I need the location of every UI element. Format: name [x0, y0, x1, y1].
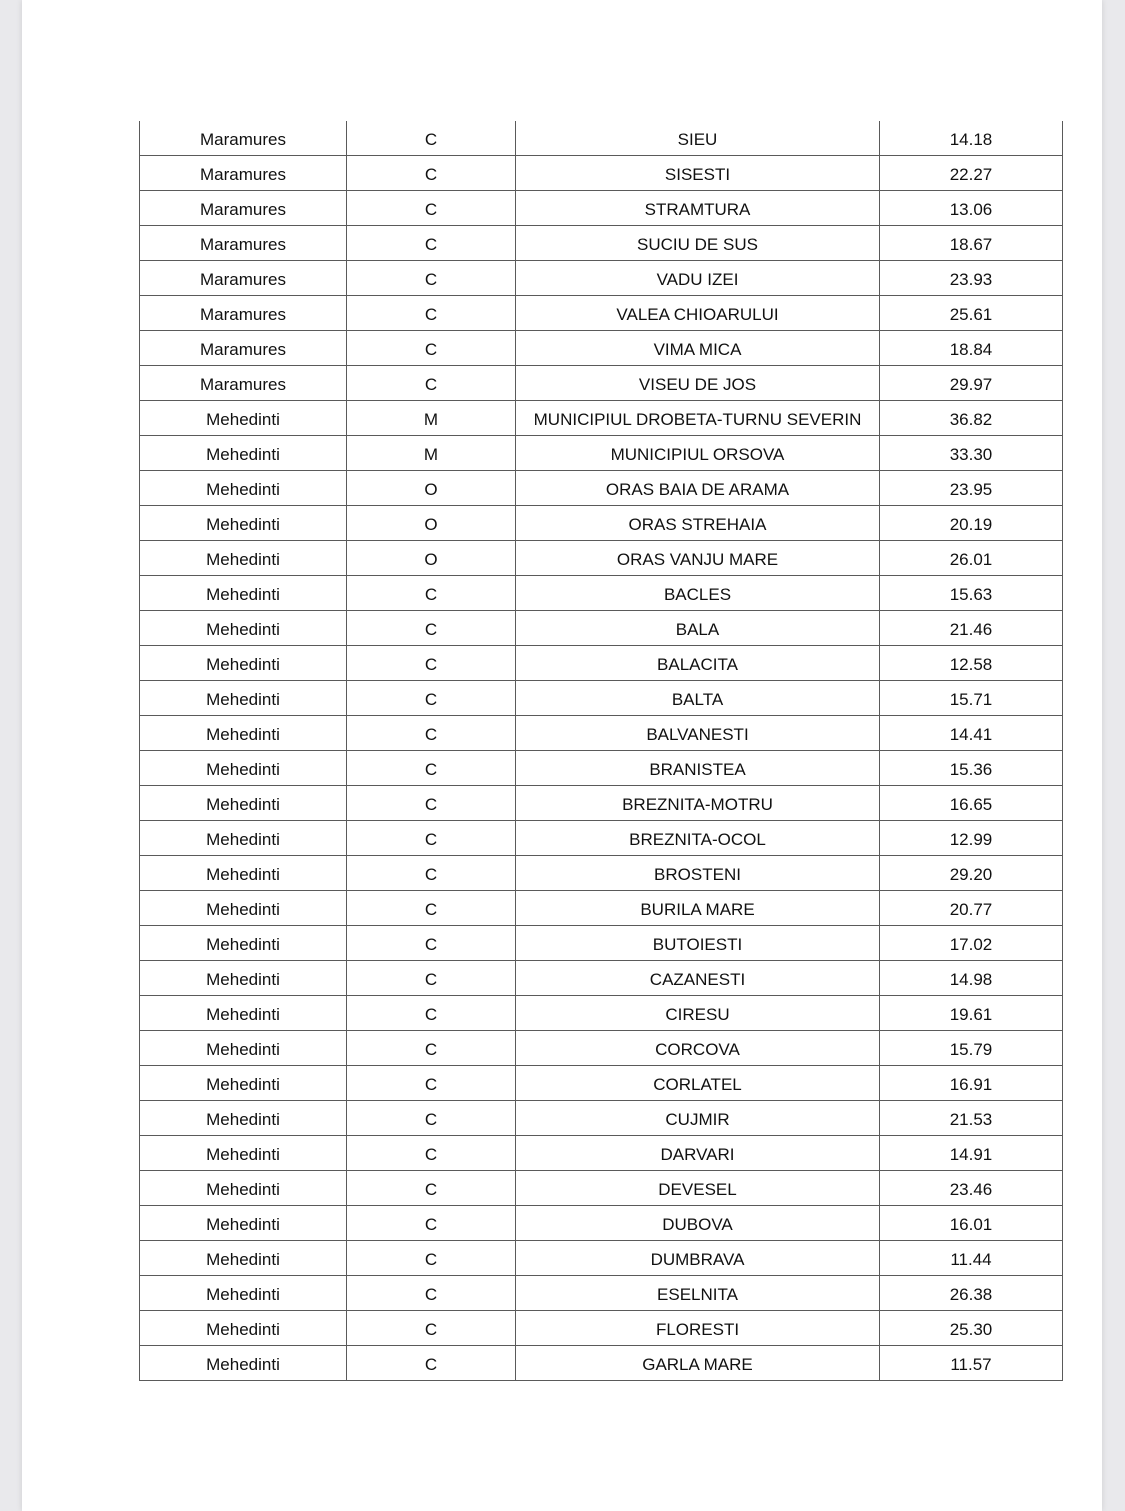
county-cell: Mehedinti	[140, 1101, 347, 1136]
type-cell: C	[347, 926, 516, 961]
value-cell: 15.71	[880, 681, 1063, 716]
table-row	[140, 156, 1063, 191]
locality-cell: VIMA MICA	[516, 331, 880, 366]
table-row	[140, 296, 1063, 331]
locality-cell: BUTOIESTI	[516, 926, 880, 961]
locality-cell: SISESTI	[516, 156, 880, 191]
table-body	[140, 121, 1063, 1381]
locality-cell: ESELNITA	[516, 1276, 880, 1311]
value-cell: 23.95	[880, 471, 1063, 506]
type-cell: C	[347, 891, 516, 926]
county-cell: Mehedinti	[140, 786, 347, 821]
locality-cell: BREZNITA-OCOL	[516, 821, 880, 856]
county-cell: Mehedinti	[140, 1206, 347, 1241]
locality-cell: CUJMIR	[516, 1101, 880, 1136]
county-cell: Mehedinti	[140, 576, 347, 611]
county-cell: Mehedinti	[140, 471, 347, 506]
value-cell: 26.01	[880, 541, 1063, 576]
table-row	[140, 1136, 1063, 1171]
value-cell: 20.77	[880, 891, 1063, 926]
type-cell: C	[347, 191, 516, 226]
locality-cell: BALVANESTI	[516, 716, 880, 751]
type-cell: O	[347, 506, 516, 541]
county-cell: Mehedinti	[140, 1066, 347, 1101]
table-row	[140, 926, 1063, 961]
county-cell: Mehedinti	[140, 996, 347, 1031]
table-row	[140, 1311, 1063, 1346]
table-row	[140, 541, 1063, 576]
value-cell: 16.65	[880, 786, 1063, 821]
type-cell: C	[347, 646, 516, 681]
county-cell: Mehedinti	[140, 751, 347, 786]
table-row	[140, 961, 1063, 996]
table-row	[140, 576, 1063, 611]
type-cell: C	[347, 786, 516, 821]
locality-cell: STRAMTURA	[516, 191, 880, 226]
value-cell: 12.58	[880, 646, 1063, 681]
value-cell: 16.01	[880, 1206, 1063, 1241]
locality-cell: CIRESU	[516, 996, 880, 1031]
table-row	[140, 1101, 1063, 1136]
type-cell: C	[347, 1311, 516, 1346]
locality-cell: BURILA MARE	[516, 891, 880, 926]
value-cell: 14.98	[880, 961, 1063, 996]
locality-cell: BROSTENI	[516, 856, 880, 891]
county-cell: Mehedinti	[140, 821, 347, 856]
type-cell: M	[347, 401, 516, 436]
locality-cell: VISEU DE JOS	[516, 366, 880, 401]
county-cell: Mehedinti	[140, 436, 347, 471]
county-cell: Mehedinti	[140, 1346, 347, 1381]
type-cell: O	[347, 471, 516, 506]
value-cell: 29.97	[880, 366, 1063, 401]
table-row	[140, 646, 1063, 681]
value-cell: 21.46	[880, 611, 1063, 646]
locality-cell: GARLA MARE	[516, 1346, 880, 1381]
table-row	[140, 261, 1063, 296]
type-cell: C	[347, 576, 516, 611]
table-row	[140, 1171, 1063, 1206]
county-cell: Maramures	[140, 226, 347, 261]
table-row	[140, 716, 1063, 751]
table-row	[140, 611, 1063, 646]
value-cell: 14.91	[880, 1136, 1063, 1171]
type-cell: C	[347, 1171, 516, 1206]
table-row	[140, 1276, 1063, 1311]
type-cell: C	[347, 611, 516, 646]
type-cell: C	[347, 156, 516, 191]
table-row	[140, 366, 1063, 401]
locality-cell: BALACITA	[516, 646, 880, 681]
document-page	[22, 0, 1102, 1511]
county-cell: Mehedinti	[140, 1241, 347, 1276]
locality-cell: ORAS STREHAIA	[516, 506, 880, 541]
table-row	[140, 121, 1063, 156]
locality-cell: BALA	[516, 611, 880, 646]
type-cell: O	[347, 541, 516, 576]
value-cell: 14.18	[880, 121, 1063, 156]
county-cell: Maramures	[140, 121, 347, 156]
value-cell: 17.02	[880, 926, 1063, 961]
table-row	[140, 1241, 1063, 1276]
value-cell: 21.53	[880, 1101, 1063, 1136]
locality-cell: BRANISTEA	[516, 751, 880, 786]
type-cell: C	[347, 1031, 516, 1066]
locality-cell: DARVARI	[516, 1136, 880, 1171]
value-cell: 16.91	[880, 1066, 1063, 1101]
county-cell: Mehedinti	[140, 961, 347, 996]
value-cell: 36.82	[880, 401, 1063, 436]
table-row	[140, 226, 1063, 261]
county-cell: Mehedinti	[140, 506, 347, 541]
type-cell: C	[347, 1276, 516, 1311]
county-cell: Maramures	[140, 296, 347, 331]
value-cell: 23.93	[880, 261, 1063, 296]
county-cell: Mehedinti	[140, 856, 347, 891]
table-row	[140, 751, 1063, 786]
value-cell: 18.67	[880, 226, 1063, 261]
type-cell: C	[347, 296, 516, 331]
type-cell: C	[347, 681, 516, 716]
table-row	[140, 1346, 1063, 1381]
table-row	[140, 1066, 1063, 1101]
locality-cell: BREZNITA-MOTRU	[516, 786, 880, 821]
county-cell: Maramures	[140, 191, 347, 226]
type-cell: M	[347, 436, 516, 471]
value-cell: 15.36	[880, 751, 1063, 786]
table-row	[140, 191, 1063, 226]
locality-cell: MUNICIPIUL DROBETA-TURNU SEVERIN	[516, 401, 880, 436]
table-row	[140, 996, 1063, 1031]
value-cell: 14.41	[880, 716, 1063, 751]
type-cell: C	[347, 821, 516, 856]
locality-cell: ORAS VANJU MARE	[516, 541, 880, 576]
table-row	[140, 1206, 1063, 1241]
type-cell: C	[347, 1066, 516, 1101]
locality-cell: CAZANESTI	[516, 961, 880, 996]
county-cell: Maramures	[140, 156, 347, 191]
locality-cell: VALEA CHIOARULUI	[516, 296, 880, 331]
value-cell: 15.79	[880, 1031, 1063, 1066]
value-cell: 20.19	[880, 506, 1063, 541]
county-cell: Mehedinti	[140, 891, 347, 926]
locality-cell: FLORESTI	[516, 1311, 880, 1346]
county-cell: Mehedinti	[140, 716, 347, 751]
type-cell: C	[347, 331, 516, 366]
type-cell: C	[347, 1346, 516, 1381]
county-cell: Mehedinti	[140, 541, 347, 576]
table-row	[140, 401, 1063, 436]
county-cell: Maramures	[140, 366, 347, 401]
locality-cell: DUMBRAVA	[516, 1241, 880, 1276]
value-cell: 23.46	[880, 1171, 1063, 1206]
county-cell: Mehedinti	[140, 1031, 347, 1066]
type-cell: C	[347, 961, 516, 996]
county-cell: Mehedinti	[140, 1276, 347, 1311]
county-cell: Mehedinti	[140, 1171, 347, 1206]
type-cell: C	[347, 751, 516, 786]
table-row	[140, 471, 1063, 506]
locality-cell: MUNICIPIUL ORSOVA	[516, 436, 880, 471]
table-row	[140, 681, 1063, 716]
value-cell: 12.99	[880, 821, 1063, 856]
table-row	[140, 891, 1063, 926]
table-row	[140, 821, 1063, 856]
county-cell: Mehedinti	[140, 926, 347, 961]
locality-cell: DUBOVA	[516, 1206, 880, 1241]
type-cell: C	[347, 121, 516, 156]
county-cell: Mehedinti	[140, 1311, 347, 1346]
value-cell: 25.61	[880, 296, 1063, 331]
locality-cell: VADU IZEI	[516, 261, 880, 296]
locality-cell: CORLATEL	[516, 1066, 880, 1101]
value-cell: 11.57	[880, 1346, 1063, 1381]
county-cell: Mehedinti	[140, 681, 347, 716]
value-cell: 22.27	[880, 156, 1063, 191]
table-row	[140, 856, 1063, 891]
locality-cell: ORAS BAIA DE ARAMA	[516, 471, 880, 506]
table-row	[140, 506, 1063, 541]
locality-cell: SUCIU DE SUS	[516, 226, 880, 261]
value-cell: 19.61	[880, 996, 1063, 1031]
type-cell: C	[347, 716, 516, 751]
county-cell: Mehedinti	[140, 1136, 347, 1171]
type-cell: C	[347, 996, 516, 1031]
type-cell: C	[347, 366, 516, 401]
table-row	[140, 1031, 1063, 1066]
value-cell: 11.44	[880, 1241, 1063, 1276]
value-cell: 26.38	[880, 1276, 1063, 1311]
value-cell: 29.20	[880, 856, 1063, 891]
type-cell: C	[347, 1136, 516, 1171]
county-cell: Mehedinti	[140, 646, 347, 681]
type-cell: C	[347, 1241, 516, 1276]
value-cell: 33.30	[880, 436, 1063, 471]
type-cell: C	[347, 1101, 516, 1136]
locality-cell: BACLES	[516, 576, 880, 611]
locality-cell: SIEU	[516, 121, 880, 156]
table-row	[140, 436, 1063, 471]
county-cell: Maramures	[140, 331, 347, 366]
type-cell: C	[347, 1206, 516, 1241]
table-row	[140, 786, 1063, 821]
value-cell: 15.63	[880, 576, 1063, 611]
data-table	[139, 121, 1063, 1381]
county-cell: Mehedinti	[140, 401, 347, 436]
county-cell: Maramures	[140, 261, 347, 296]
value-cell: 25.30	[880, 1311, 1063, 1346]
type-cell: C	[347, 856, 516, 891]
county-cell: Mehedinti	[140, 611, 347, 646]
type-cell: C	[347, 261, 516, 296]
type-cell: C	[347, 226, 516, 261]
locality-cell: CORCOVA	[516, 1031, 880, 1066]
table-row	[140, 331, 1063, 366]
locality-cell: BALTA	[516, 681, 880, 716]
value-cell: 13.06	[880, 191, 1063, 226]
locality-cell: DEVESEL	[516, 1171, 880, 1206]
value-cell: 18.84	[880, 331, 1063, 366]
